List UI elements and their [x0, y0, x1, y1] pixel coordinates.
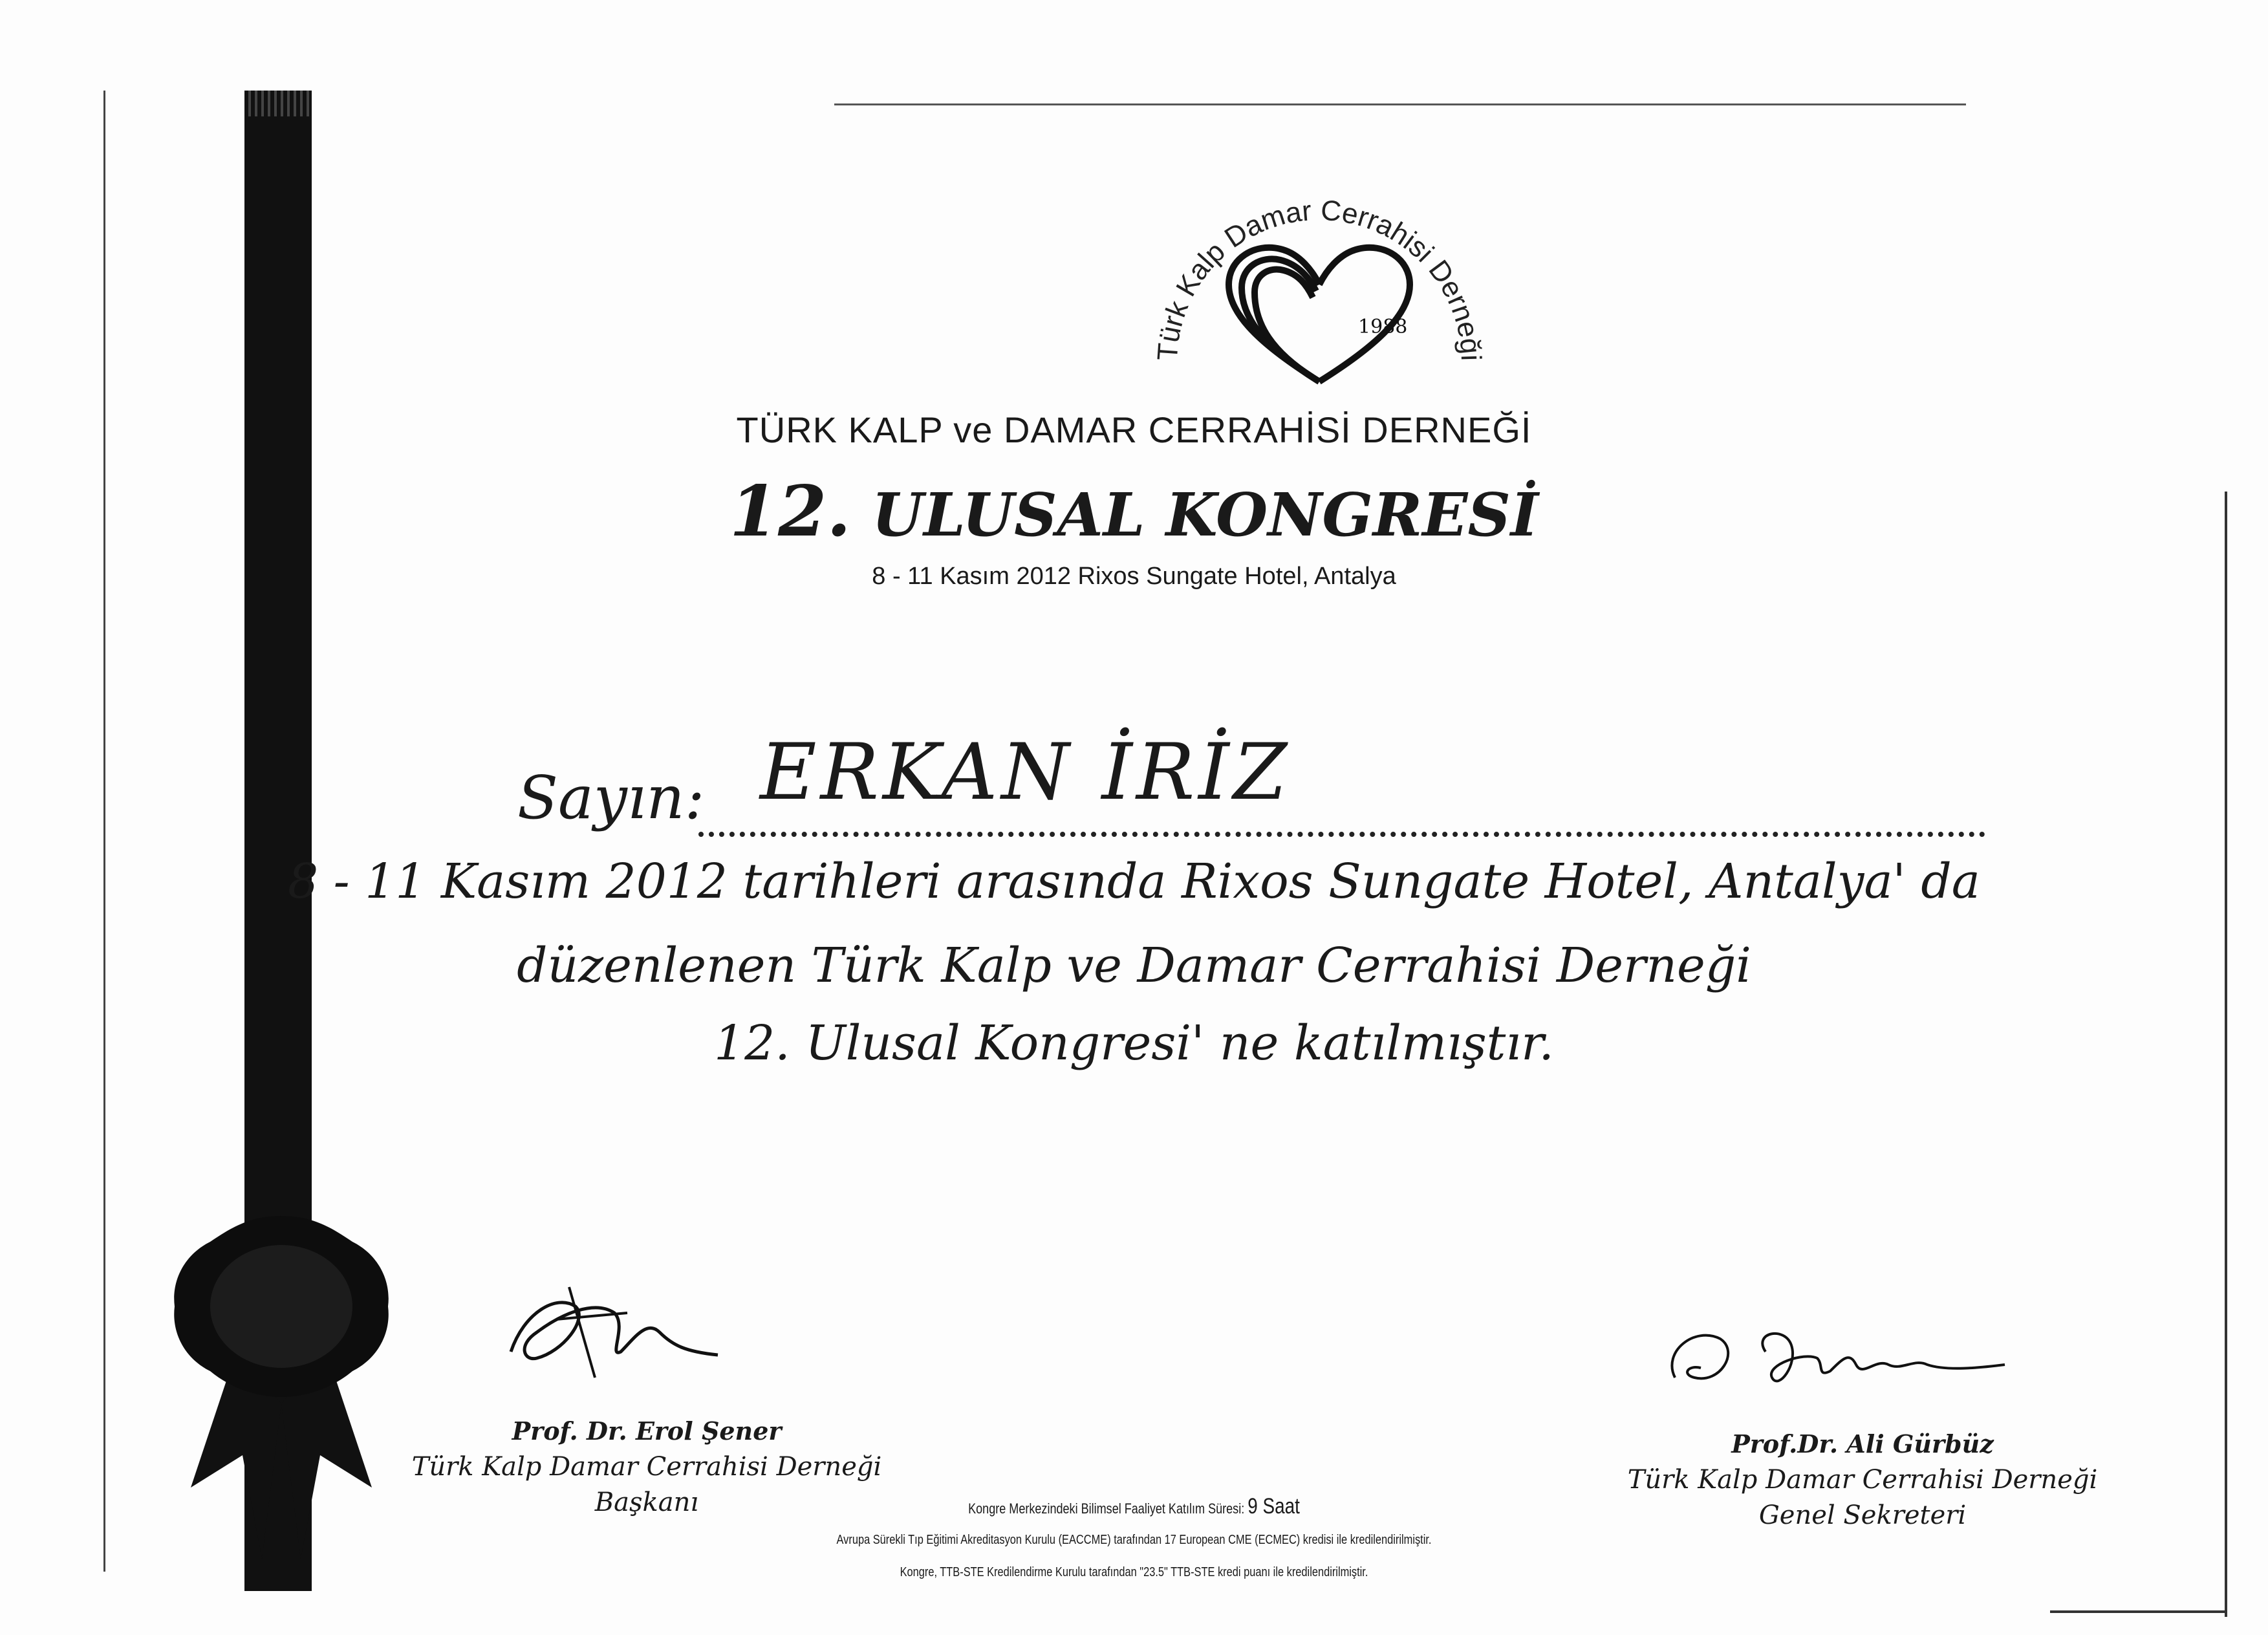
logo-arc-text: Türk Kalp Damar Cerrahisi Derneği	[1151, 194, 1487, 362]
duration-label: Kongre Merkezindeki Bilimsel Faaliyet Katılım Süresi:	[968, 1500, 1245, 1517]
footnote-duration	[204, 1494, 2064, 1519]
signatory-right-organization: Türk Kalp Damar Cerrahisi Derneği	[1627, 1465, 2098, 1495]
body-line-1: 8 - 11 Kasım 2012 tarihleri arasında Rixos Sungate Hotel, Antalya' da	[288, 854, 1980, 909]
signatory-right-role: Genel Sekreteri	[1758, 1500, 1967, 1530]
heart-icon	[1229, 248, 1410, 382]
congress-name: ULUSAL KONGRESİ	[871, 480, 1539, 550]
logo-year: 1988	[1358, 316, 1408, 338]
signatory-left-organization: Türk Kalp Damar Cerrahisi Derneği	[411, 1452, 882, 1482]
page-edge-top	[834, 103, 1966, 105]
association-logo	[1151, 168, 1487, 414]
signature-left	[498, 1274, 731, 1384]
signatory-left-name: Prof. Dr. Erol Şener	[512, 1416, 782, 1446]
name-dotted-line	[698, 832, 1985, 837]
congress-title	[0, 471, 2268, 552]
ribbon-top	[244, 91, 312, 116]
organization-title: TÜRK KALP ve DAMAR CERRAHİSİ DERNEĞİ	[736, 409, 1532, 450]
signatory-left-role: Başkanı	[594, 1488, 699, 1517]
page-edge-bottom	[2050, 1610, 2225, 1613]
footnote-eaccme: Avrupa Sürekli Tıp Eğitimi Akreditasyon Kurulu (EACCME) tarafından 17 European CME (ECMEC) kredisi ile kredilendirilmiştir.	[836, 1533, 1432, 1547]
signatory-right-name: Prof.Dr. Ali Gürbüz	[1731, 1429, 1994, 1458]
recipient-prefix: Sayın:	[517, 763, 705, 832]
date-venue: 8 - 11 Kasım 2012 Rixos Sungate Hotel, Antalya	[872, 563, 1396, 590]
signature-right	[1656, 1313, 2018, 1397]
page-edge-left	[103, 91, 105, 1572]
body-line-3: 12. Ulusal Kongresi' ne katılmıştır.	[714, 1015, 1554, 1071]
footnote-ttb: Kongre, TTB-STE Kredilendirme Kurulu tarafından "23.5" TTB-STE kredi puanı ile kredilendirilmiştir.	[900, 1565, 1368, 1579]
duration-value: 9 Saat	[1247, 1494, 1300, 1519]
congress-number: 12.	[729, 471, 851, 552]
recipient-name: ERKAN İRİZ	[760, 728, 1291, 817]
body-line-2: düzenlenen Türk Kalp ve Damar Cerrahisi Derneği	[517, 938, 1751, 993]
